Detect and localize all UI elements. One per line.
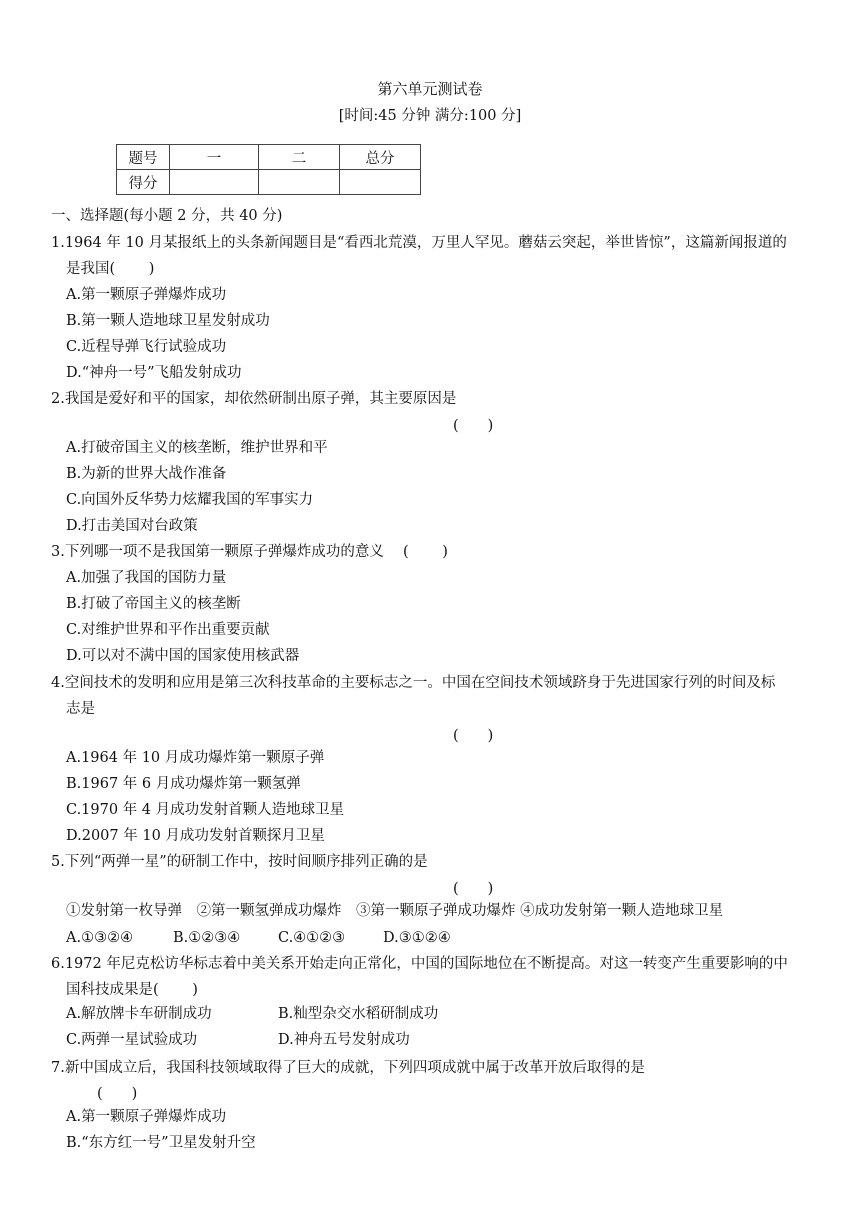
option-a: A.1964 年 10 月成功爆炸第一颗原子弹: [66, 750, 325, 766]
option-b: B.①②③④: [173, 930, 241, 946]
option-a: A.加强了我国的国防力量: [66, 570, 227, 586]
option-c: C.两弹一星试验成功: [66, 1032, 198, 1048]
option-d: D.打击美国对台政策: [66, 518, 198, 534]
score-table-header-row: [117, 145, 421, 170]
section-heading: 一、选择题(每小题 2 分，共 40 分): [51, 208, 283, 224]
option-b: B.“东方红一号”卫星发射升空: [66, 1135, 256, 1151]
question-stem: 6.1972 年尼克松访华标志着中美关系开始走向正常化，中国的国际地位在不断提高。对这一转变产生重要影响的中: [51, 956, 788, 972]
question-stem-continued: 是我国( ): [66, 261, 155, 277]
option-b: B.1967 年 6 月成功爆炸第一颗氢弹: [66, 776, 301, 792]
page-title: 第六单元测试卷: [377, 80, 483, 98]
score-input-cell[interactable]: [340, 170, 421, 195]
option-b: B.为新的世界大战作准备: [66, 466, 227, 482]
question-stem: 1.1964 年 10 月某报纸上的头条新闻题目是“看西北荒漠，万里人罕见。蘑菇云突起，举世皆惊”，这篇新闻报道的: [51, 235, 787, 251]
question-stem-continued: 志是: [66, 701, 95, 717]
option-a: A.第一颗原子弹爆炸成功: [66, 1109, 227, 1125]
option-d: D.③①②④: [383, 930, 451, 946]
event-list: ①发射第一枚导弹 ②第一颗氢弹成功爆炸 ③第一颗原子弹成功爆炸 ④成功发射第一颗人造地球卫星: [66, 903, 724, 919]
answer-blank: ( ): [453, 728, 494, 744]
answer-blank: ( ): [453, 881, 494, 897]
option-b: B.籼型杂交水稻研制成功: [278, 1006, 439, 1022]
option-c: C.近程导弹飞行试验成功: [66, 339, 227, 355]
option-a: A.第一颗原子弹爆炸成功: [66, 287, 227, 303]
answer-blank: ( ): [453, 418, 494, 434]
answer-blank: ( ): [97, 1086, 138, 1102]
question-stem: 4.空间技术的发明和应用是第三次科技革命的主要标志之一。中国在空间技术领域跻身于先进国家行列的时间及标: [51, 675, 776, 691]
score-input-cell[interactable]: [170, 170, 259, 195]
option-d: D.神舟五号发射成功: [278, 1032, 410, 1048]
option-c: C.1970 年 4 月成功发射首颗人造地球卫星: [66, 802, 345, 818]
option-d: D.2007 年 10 月成功发射首颗探月卫星: [66, 828, 325, 844]
question-stem: 5.下列“两弹一星”的研制工作中，按时间顺序排列正确的是: [51, 854, 428, 870]
option-d: D.可以对不满中国的国家使用核武器: [66, 648, 300, 664]
score-table-score-row: [117, 170, 421, 195]
question-stem: 2.我国是爱好和平的国家，却依然研制出原子弹，其主要原因是: [51, 391, 457, 407]
question-stem: 3.下列哪一项不是我国第一颗原子弹爆炸成功的意义 ( ): [51, 544, 448, 560]
option-b: B.第一颗人造地球卫星发射成功: [66, 313, 270, 329]
option-c: C.④①②③: [278, 930, 346, 946]
option-a: A.打破帝国主义的核垄断，维护世界和平: [66, 440, 328, 456]
question-stem-continued: 国科技成果是( ): [66, 982, 198, 998]
option-d: D.“神舟一号”飞船发射成功: [66, 365, 242, 381]
score-input-cell[interactable]: [259, 170, 340, 195]
option-a: A.①③②④: [66, 930, 134, 946]
score-cell: 总分: [340, 145, 421, 170]
score-cell: 得分: [117, 170, 170, 195]
page-subtitle: [时间:45 分钟 满分:100 分]: [338, 108, 522, 124]
option-c: C.向国外反华势力炫耀我国的军事实力: [66, 492, 314, 508]
question-stem: 7.新中国成立后，我国科技领域取得了巨大的成就，下列四项成就中属于改革开放后取得的是: [51, 1060, 645, 1076]
option-c: C.对维护世界和平作出重要贡献: [66, 622, 270, 638]
score-cell: 一: [170, 145, 259, 170]
option-b: B.打破了帝国主义的核垄断: [66, 596, 241, 612]
score-cell: 二: [259, 145, 340, 170]
score-table: [116, 144, 421, 195]
option-a: A.解放牌卡车研制成功: [66, 1006, 212, 1022]
score-cell: 题号: [117, 145, 170, 170]
